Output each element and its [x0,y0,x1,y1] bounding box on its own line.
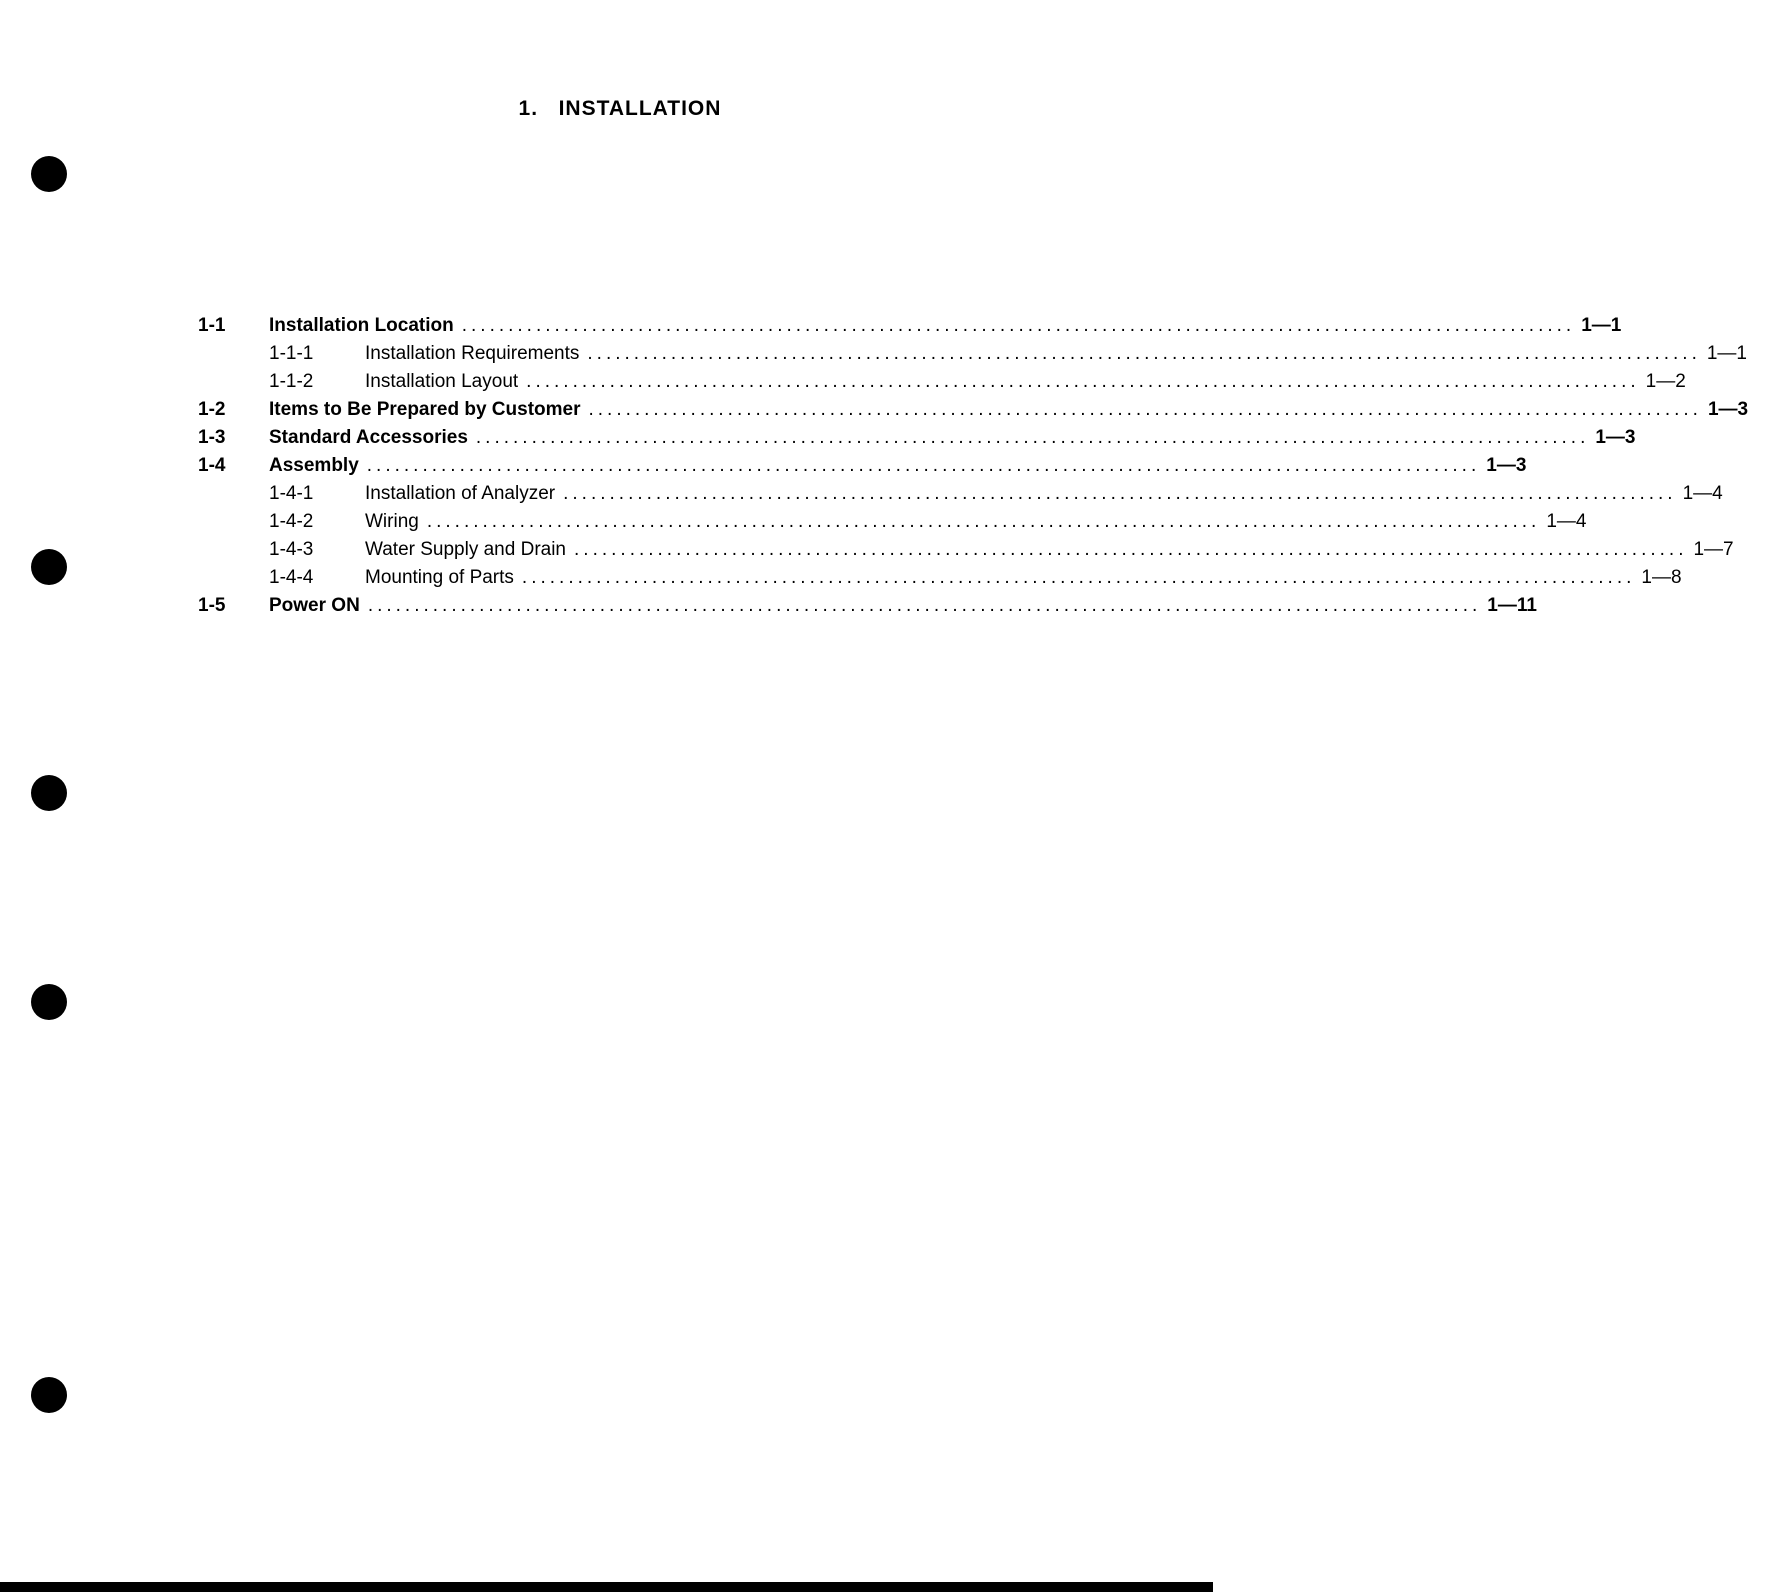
toc-entry [198,536,1734,564]
toc-entry [198,368,1686,396]
dot-leader: ........................................................................................................................ [587,343,1701,364]
binder-hole [31,1377,67,1413]
dot-leader: ........................................................................................................................ [526,371,1640,392]
toc-entry [198,424,1636,452]
bottom-scan-edge [0,1582,1213,1592]
toc-entry-title: Installation Requirements [365,343,580,364]
toc-entry-number: 1-4-3 [269,539,314,560]
toc-entry-number: 1-1-1 [269,343,314,364]
toc-entry-number: 1-4-2 [269,511,314,532]
toc-entry [198,480,1723,508]
dot-leader: ........................................................................................................................ [475,427,1590,448]
toc-entry-page: 1—7 [1693,539,1734,560]
toc-entry-page: 1—4 [1682,483,1723,504]
toc-entry-title: Installation of Analyzer [365,483,556,504]
toc-entry-number: 1-4-1 [269,483,314,504]
toc-entry-title: Wiring [365,511,419,532]
page-title: 1. INSTALLATION [518,97,722,120]
toc-entry-title: Water Supply and Drain [365,539,567,560]
toc-entry-title: Assembly [269,455,359,476]
toc-entry-number: 1-3 [198,427,226,448]
toc-entry [198,592,1537,620]
toc-entry-number: 1-1-2 [269,371,314,392]
dot-leader: ........................................................................................................................ [563,483,1677,504]
toc-entry-page: 1—3 [1595,427,1636,448]
dot-leader: ........................................................................................................................ [521,567,1636,588]
toc-entry-page: 1—1 [1581,315,1622,336]
toc-entry [198,396,1749,424]
toc-entry-page: 1—2 [1645,371,1686,392]
toc-entry-page: 1—4 [1546,511,1587,532]
toc-entry-number: 1-5 [198,595,226,616]
toc-entry-number: 1-1 [198,315,226,336]
binder-hole [31,156,67,192]
toc-entry [198,452,1527,480]
toc-entry-number: 1-4 [198,455,226,476]
dot-leader: ........................................................................................................................ [588,399,1702,420]
toc-entry-page: 1—11 [1487,595,1537,616]
toc-entry-title: Mounting of Parts [365,567,514,588]
toc-entry-title: Items to Be Prepared by Customer [269,399,581,420]
toc-entry-title: Power ON [269,595,360,616]
toc-entry [198,312,1622,340]
dot-leader: ........................................................................................................................ [461,315,1576,336]
toc-entry-title: Installation Layout [365,371,519,392]
dot-leader: ........................................................................................................................ [366,455,1481,476]
dot-leader: ........................................................................................................................ [574,539,1688,560]
toc-entry-number: 1-4-4 [269,567,314,588]
binder-hole [31,549,67,585]
dot-leader: ........................................................................................................................ [367,595,1482,616]
toc-entry [198,508,1587,536]
toc-entry [198,340,1747,368]
binder-hole [31,775,67,811]
toc-entry [198,564,1682,592]
binder-hole [31,984,67,1020]
table-of-contents [198,312,1749,620]
toc-entry-page: 1—1 [1706,343,1747,364]
toc-entry-page: 1—3 [1707,399,1749,420]
toc-entry-title: Installation Location [269,315,454,336]
toc-entry-page: 1—3 [1486,455,1527,476]
dot-leader: ........................................................................................................................ [426,511,1541,532]
toc-entry-number: 1-2 [198,399,226,420]
toc-entry-title: Standard Accessories [269,427,468,448]
toc-entry-page: 1—8 [1641,567,1682,588]
